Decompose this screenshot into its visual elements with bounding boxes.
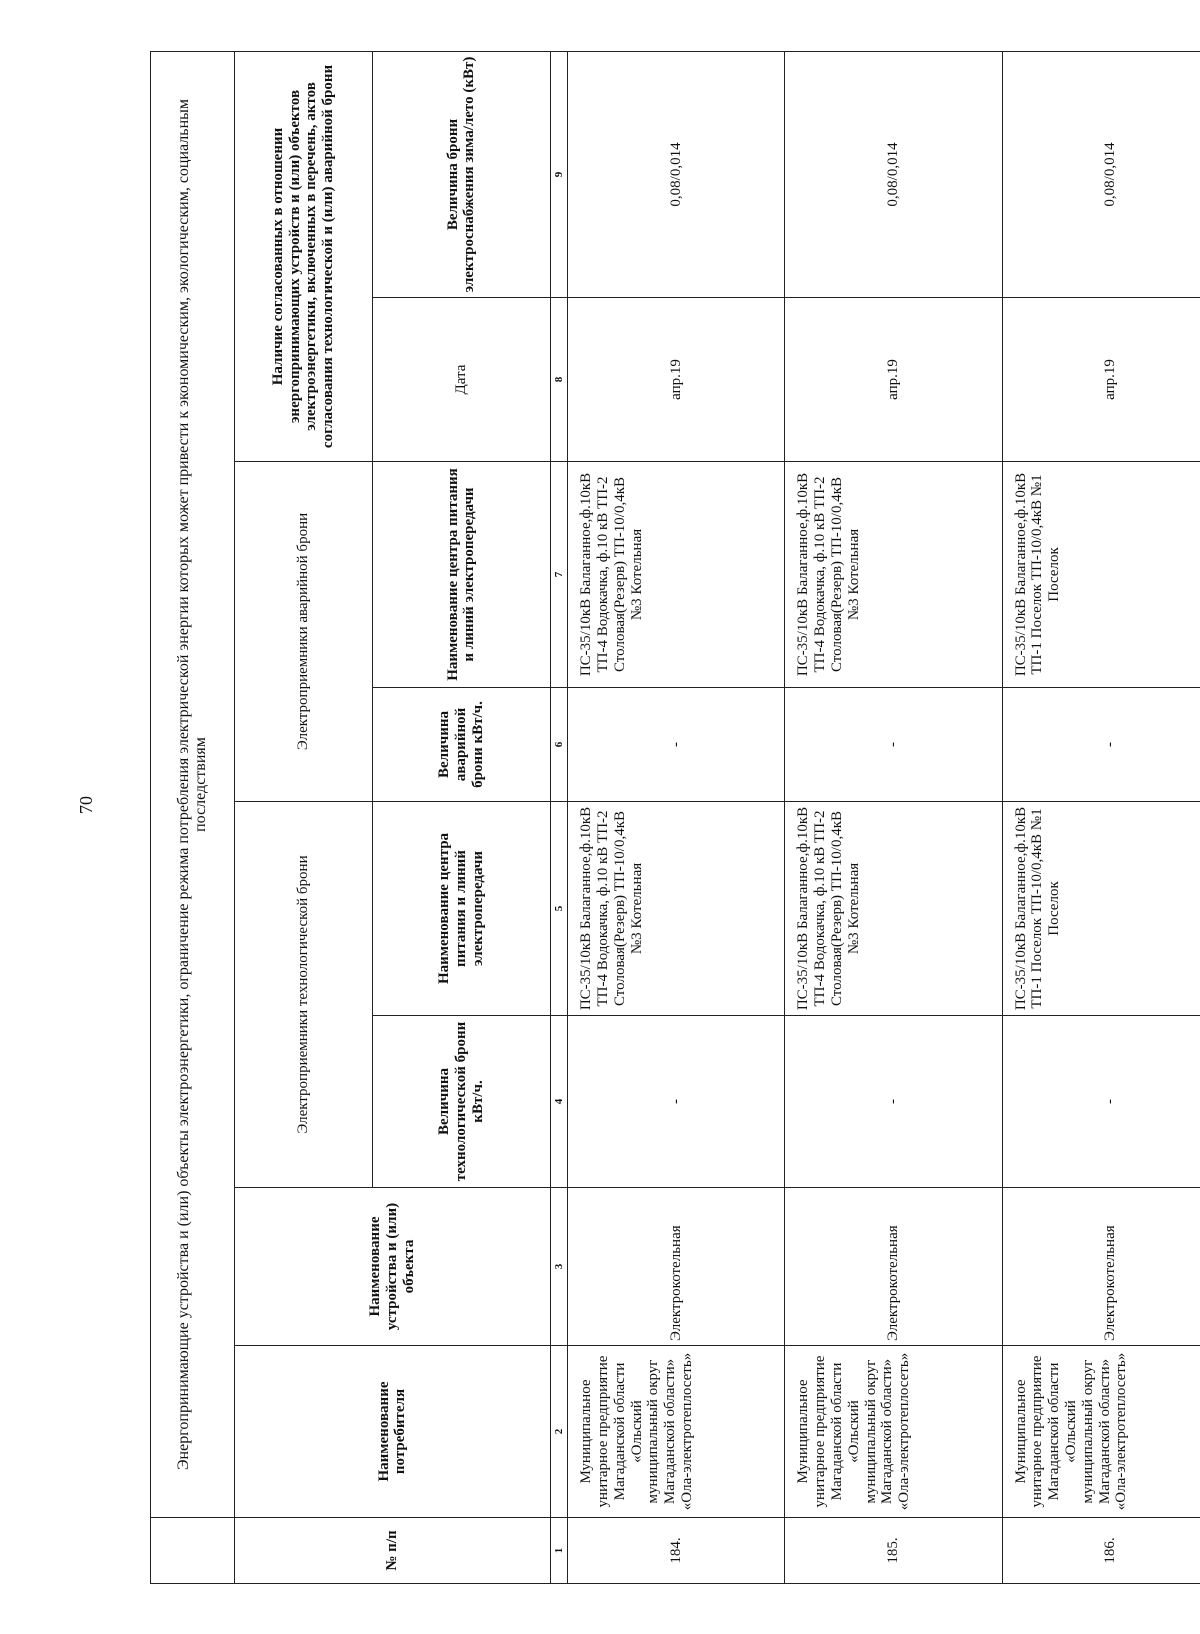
row-date: апр.19 <box>568 298 785 462</box>
header-tech-value: Величина технологической брони кВт/ч. <box>372 1016 550 1188</box>
column-number: 5 <box>550 802 567 1016</box>
table-title: Энергопринимающие устройства и (или) объекты электроэнергетики, ограничение режима потребления электрической энергии которых может привести к экономическим, экологическим, социальным последствиям <box>151 51 235 1517</box>
header-tech-group: Электроприемники технологической брони <box>234 802 372 1188</box>
reserve-table <box>150 51 1200 1584</box>
row-emerg-center: ПС-35/10кВ Балаганное,ф.10кВ ТП-1 Поселок ТП-10/0,4кВ №1 Поселок <box>1002 462 1200 688</box>
row-supply: 0,08/0,014 <box>568 51 785 297</box>
row-emerg-value: - <box>568 688 785 802</box>
column-number: 6 <box>550 688 567 802</box>
header-emerg-value: Величина аварийной брони кВт/ч. <box>372 688 550 802</box>
row-tech-value: - <box>785 1016 1002 1188</box>
row-consumer: Муниципальное унитарное предприятие Магаданской области «Ольский муниципальный округ Магаданской области» «Ола-электротеплосеть» <box>1002 1346 1200 1518</box>
row-device: Электрокотельная <box>785 1188 1002 1346</box>
row-consumer: Муниципальное унитарное предприятие Магаданской области «Ольский муниципальный округ Магаданской области» «Ола-электротеплосеть» <box>568 1346 785 1518</box>
column-number: 1 <box>550 1518 567 1584</box>
page-number: 70 <box>76 796 96 814</box>
column-number: 7 <box>550 462 567 688</box>
header-date: Дата <box>372 298 550 462</box>
row-num: 186. <box>1002 1518 1200 1584</box>
header-device: Наименование устройства и (или) объекта <box>234 1188 550 1346</box>
column-number: 8 <box>550 298 567 462</box>
row-emerg-value: - <box>1002 688 1200 802</box>
header-tech-center: Наименование центра питания и линий электропередачи <box>372 802 550 1016</box>
row-device: Электрокотельная <box>568 1188 785 1346</box>
row-tech-center: ПС-35/10кВ Балаганное,ф.10кВ ТП-4 Водокачка, ф.10 кВ ТП-2 Столовая(Резерв) ТП-10/0,4кВ №3 Котельная <box>568 802 785 1016</box>
row-consumer: Муниципальное унитарное предприятие Магаданской области «Ольский муниципальный округ Магаданской области» «Ола-электротеплосеть» <box>785 1346 1002 1518</box>
row-tech-value: - <box>1002 1016 1200 1188</box>
header-emerg-center: Наименование центра питания и линий электропередачи <box>372 462 550 688</box>
header-emerg-group: Электроприемники аварийной брони <box>234 462 372 802</box>
header-agreement-group: Наличие согласованных в отношении энергопринимающих устройств и (или) объектов электроэнергетики, включенных в перечень, актов согласования технологической и (или) аварийной брони <box>234 51 372 461</box>
row-supply: 0,08/0,014 <box>1002 51 1200 297</box>
row-tech-value: - <box>568 1016 785 1188</box>
row-tech-center: ПС-35/10кВ Балаганное,ф.10кВ ТП-1 Поселок ТП-10/0,4кВ №1 Поселок <box>1002 802 1200 1016</box>
row-emerg-center: ПС-35/10кВ Балаганное,ф.10кВ ТП-4 Водокачка, ф.10 кВ ТП-2 Столовая(Резерв) ТП-10/0,4кВ №3 Котельная <box>785 462 1002 688</box>
row-emerg-center: ПС-35/10кВ Балаганное,ф.10кВ ТП-4 Водокачка, ф.10 кВ ТП-2 Столовая(Резерв) ТП-10/0,4кВ №3 Котельная <box>568 462 785 688</box>
column-number: 3 <box>550 1188 567 1346</box>
row-emerg-value: - <box>785 688 1002 802</box>
rotated-table-container <box>150 52 1200 1584</box>
column-number: 4 <box>550 1016 567 1188</box>
row-num: 185. <box>785 1518 1002 1584</box>
row-num: 184. <box>568 1518 785 1584</box>
row-tech-center: ПС-35/10кВ Балаганное,ф.10кВ ТП-4 Водокачка, ф.10 кВ ТП-2 Столовая(Резерв) ТП-10/0,4кВ №3 Котельная <box>785 802 1002 1016</box>
table-row <box>1002 51 1200 1583</box>
row-device: Электрокотельная <box>1002 1188 1200 1346</box>
table-row <box>785 51 1002 1583</box>
header-consumer: Наименование потребителя <box>234 1346 550 1518</box>
table-row <box>568 51 785 1583</box>
header-supply: Величина брони электроснабжения зима/лето (кВт) <box>372 51 550 297</box>
header-num: № п/п <box>234 1518 550 1584</box>
column-number: 9 <box>550 51 567 297</box>
row-supply: 0,08/0,014 <box>785 51 1002 297</box>
row-date: апр.19 <box>1002 298 1200 462</box>
column-number: 2 <box>550 1346 567 1518</box>
row-date: апр.19 <box>785 298 1002 462</box>
